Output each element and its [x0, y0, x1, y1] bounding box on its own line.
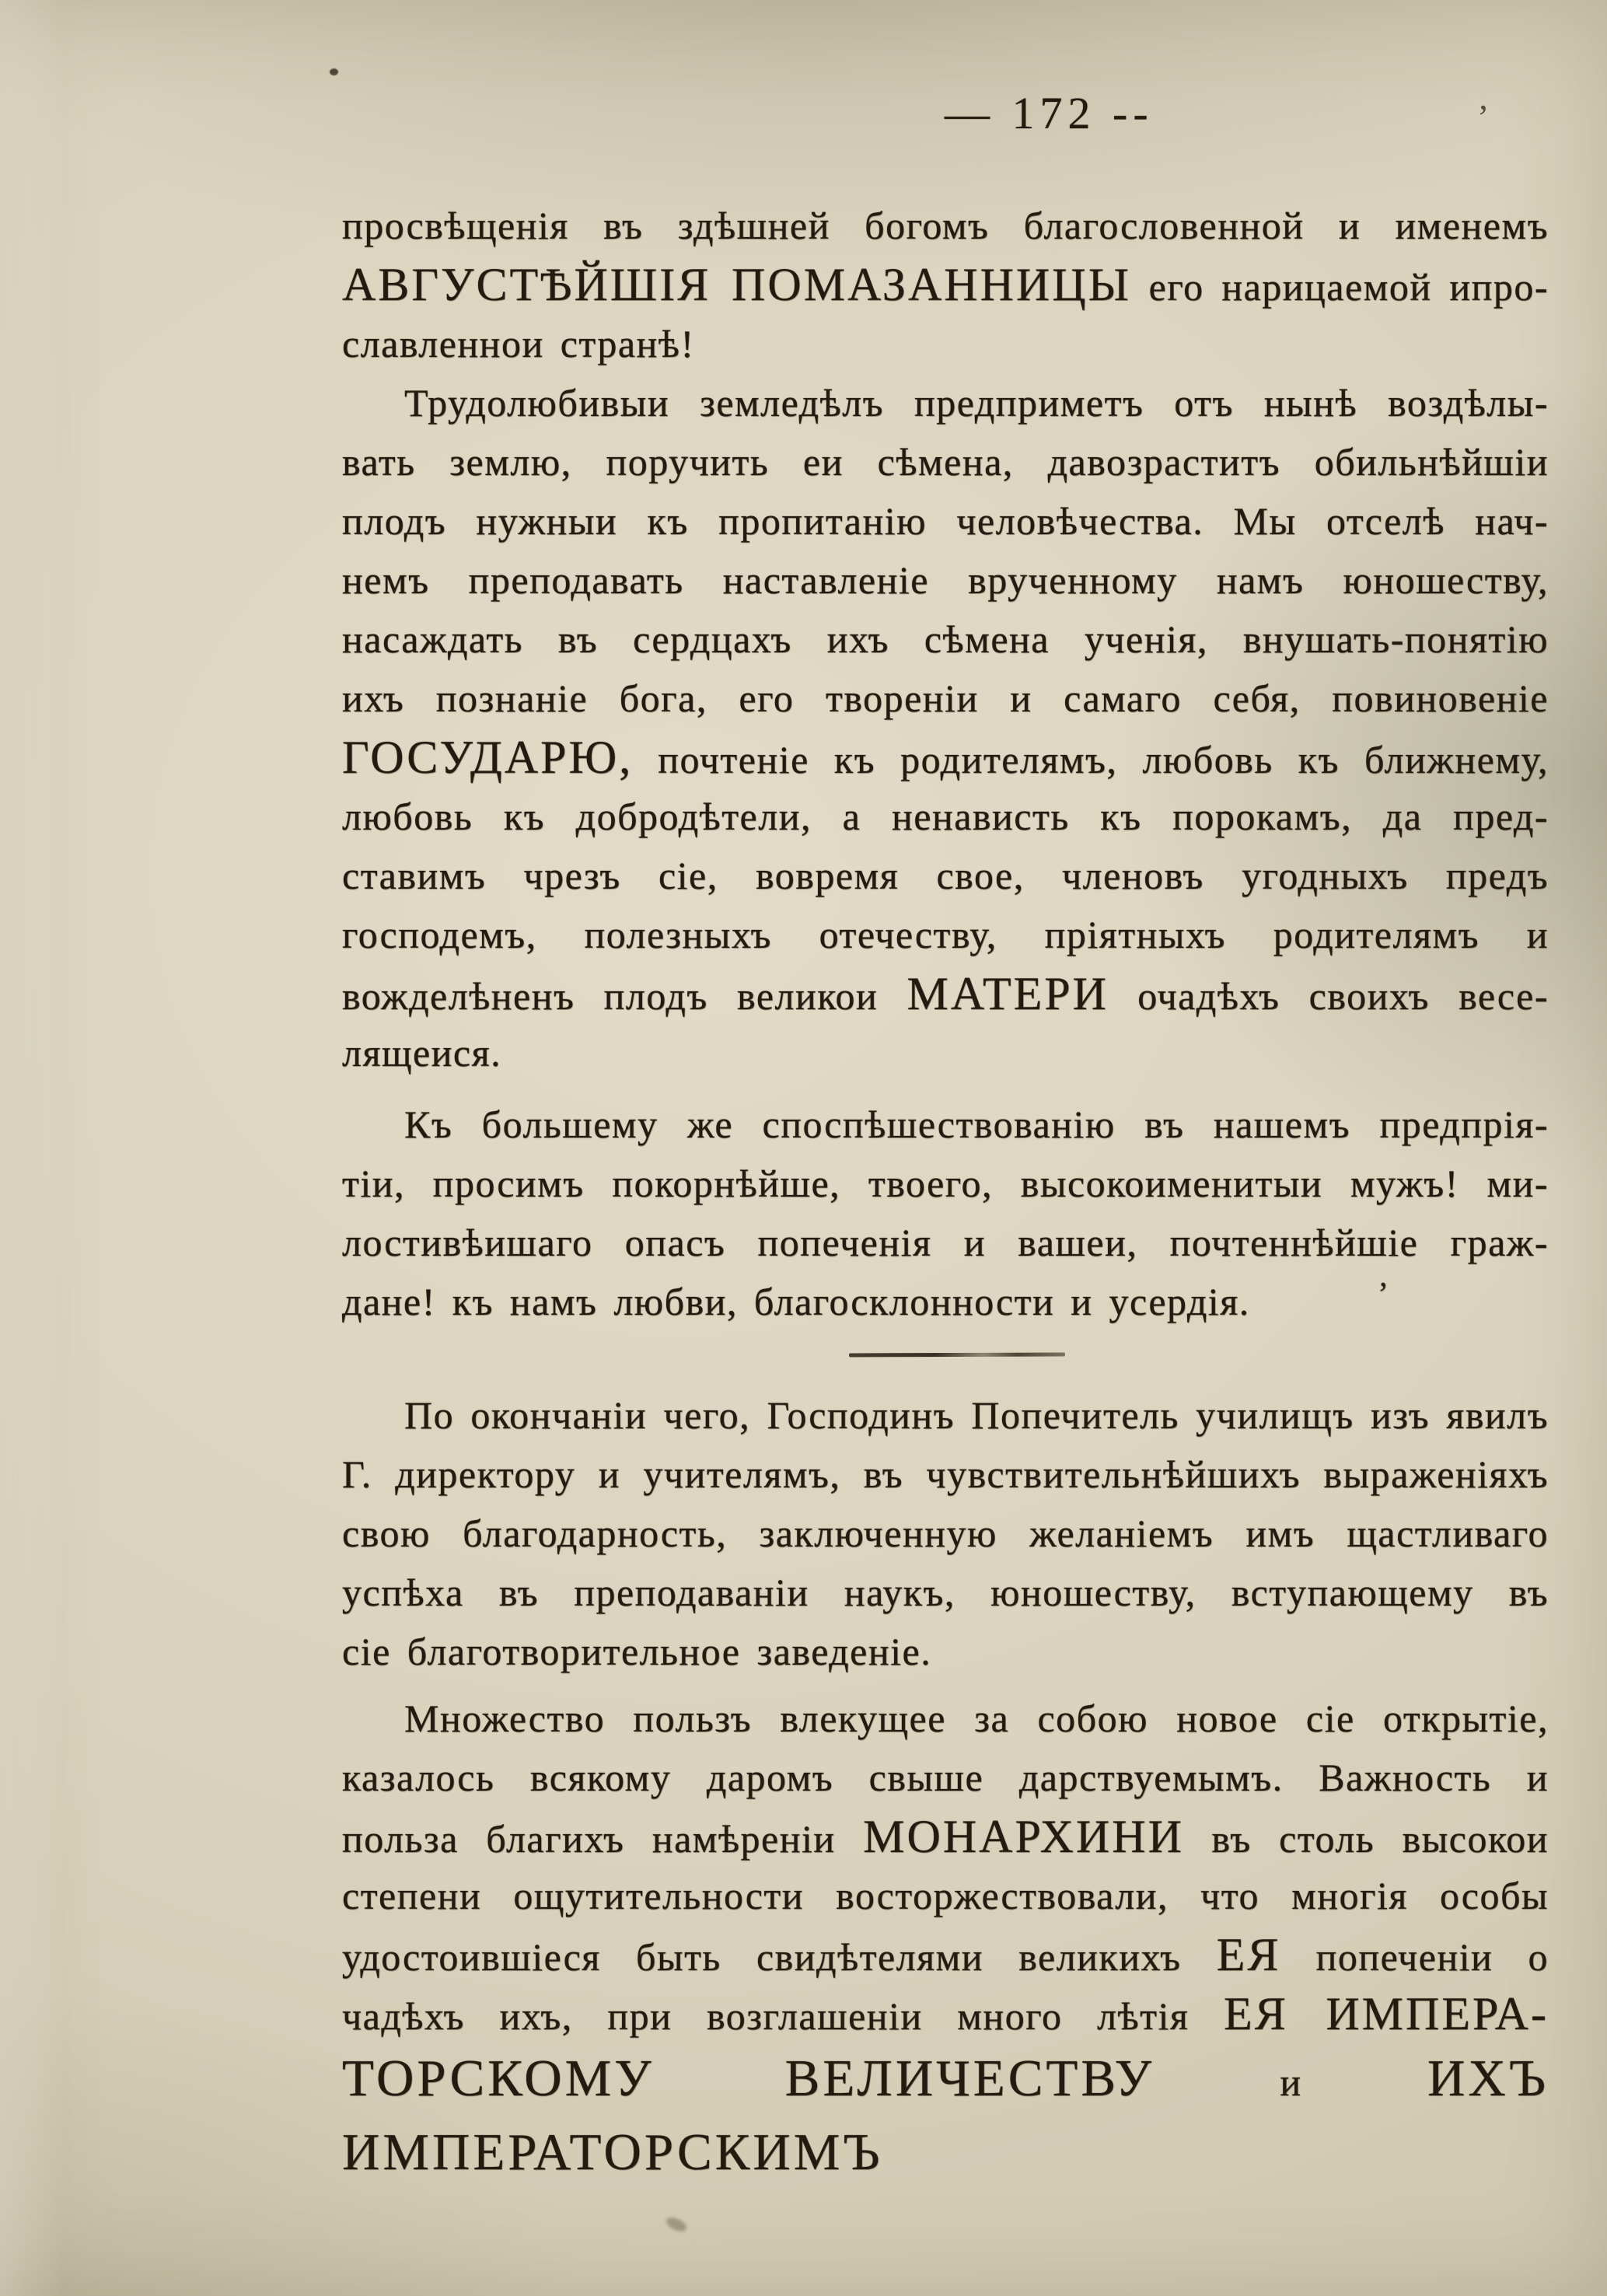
text-segment: ЕЯ — [1216, 1929, 1281, 1980]
text-segment: удостоившіеся быть свидѣтелями великихъ — [342, 1935, 1182, 1979]
text-segment: сіе благотворительное заведеніе. — [342, 1630, 932, 1673]
text-line — [342, 255, 1549, 314]
text-segment: славленнои странѣ! — [342, 322, 695, 365]
text-segment: МАТЕРИ — [907, 968, 1109, 1019]
text-segment: лящеися. — [342, 1031, 502, 1075]
text-line — [342, 1984, 1549, 2043]
text-line — [342, 728, 1549, 787]
text-segment: и — [1280, 2060, 1302, 2104]
section-divider-rule — [849, 1353, 1065, 1358]
text-line — [342, 787, 1549, 846]
text-segment: польза благихъ намѣреніи — [342, 1817, 836, 1861]
text-line — [342, 905, 1549, 964]
text-segment: Г. директору и учителямъ, въ чувствительнѣйшихъ выраженіяхъ — [342, 1452, 1549, 1496]
text-segment: господемъ, полезныхъ отечеству, пріятныхъ родителямъ и — [342, 913, 1549, 956]
text-segment: насаждать въ сердцахъ ихъ сѣмена ученія, внушать-понятію — [342, 617, 1549, 661]
text-segment: успѣха въ преподаваніи наукъ, юношеству, вступающему въ — [342, 1571, 1549, 1614]
text-line — [342, 669, 1549, 728]
text-line — [342, 1622, 1549, 1681]
text-segment: МОНАРХИНИ — [863, 1811, 1184, 1862]
text-line — [342, 1386, 1549, 1445]
text-segment: вать землю, поручить еи сѣмена, давозраститъ обильнѣйшіи — [342, 440, 1549, 484]
paragraph — [342, 1689, 1549, 2181]
text-line — [342, 2043, 1549, 2181]
text-line — [342, 196, 1549, 255]
text-segment: ТОРСКОМУ ВЕЛИЧЕСТВУ — [342, 2050, 1155, 2107]
text-segment: Множество пользъ влекущее за собою новое сіе открытіе, — [404, 1697, 1549, 1740]
text-line — [342, 846, 1549, 905]
text-segment: свою благодарность, заключенную желаніемъ имъ щастливаго — [342, 1511, 1549, 1555]
text-segment: Къ большему же споспѣшествованію въ нашемъ предпрія- — [404, 1103, 1549, 1146]
text-segment: ставимъ чрезъ сіе, вовремя свое, членовъ угодныхъ предъ — [342, 854, 1549, 897]
text-line — [342, 1023, 1549, 1082]
page-number: — 172 -- — [945, 88, 1154, 138]
ink-speck — [664, 2215, 688, 2235]
text-segment: АВГУСТѢЙШІЯ ПОМАЗАННИЦЫ — [342, 259, 1131, 310]
text-line — [342, 1213, 1549, 1272]
text-line — [342, 314, 1549, 373]
text-segment: любовь къ добродѣтели, а ненависть къ порокамъ, да пред- — [342, 795, 1549, 838]
text-line — [342, 1925, 1549, 1984]
text-segment: степени ощутительности восторжествовали, что многія особы — [342, 1874, 1549, 1917]
text-line — [342, 432, 1549, 491]
ink-speck — [330, 68, 338, 75]
text-segment: почтеніе къ родителямъ, любовь къ ближнему, — [658, 738, 1549, 781]
text-segment: лостивѣишаго опасъ попеченія и вашеи, почтеннѣйшіе граж- — [342, 1221, 1549, 1264]
text-line — [342, 1154, 1549, 1213]
ink-mark: ’ — [1378, 1277, 1389, 1312]
text-segment: Трудолюбивыи земледѣлъ предприметъ отъ нынѣ воздѣлы- — [404, 381, 1549, 425]
text-line — [342, 964, 1549, 1023]
text-segment: плодъ нужныи къ пропитанію человѣчества. Мы отселѣ нач- — [342, 499, 1549, 543]
text-segment: немъ преподавать наставленіе врученному намъ юношеству, — [342, 558, 1549, 602]
text-segment: его нарицаемой ипро- — [1148, 265, 1549, 309]
text-segment: ГОСУДАРЮ, — [342, 732, 634, 783]
paragraph — [342, 373, 1549, 1082]
text-line — [342, 1866, 1549, 1925]
text-line — [342, 1445, 1549, 1504]
text-line — [342, 1689, 1549, 1748]
text-segment: попеченіи о — [1315, 1935, 1549, 1979]
text-segment: казалось всякому даромъ свыше дарствуемымъ. Важность и — [342, 1756, 1549, 1799]
text-line — [342, 1272, 1549, 1331]
text-line — [342, 1748, 1549, 1807]
text-segment: просвѣщенія въ здѣшней богомъ благословенной и именемъ — [342, 204, 1549, 247]
paragraph — [342, 196, 1549, 373]
text-line — [342, 491, 1549, 550]
paragraph — [342, 1386, 1549, 1681]
text-segment: ихъ познаніе бога, его твореніи и самаго себя, повиновеніе — [342, 676, 1549, 720]
text-segment: очадѣхъ своихъ весе- — [1137, 974, 1549, 1018]
text-segment: По окончаніи чего, Господинъ Попечитель училищъ изъ явилъ — [404, 1393, 1549, 1437]
text-line — [342, 1807, 1549, 1866]
text-line — [342, 550, 1549, 610]
text-segment: тіи, просимъ покорнѣйше, твоего, высокоименитыи мужъ! ми- — [342, 1162, 1549, 1205]
text-line — [342, 1095, 1549, 1154]
header-ink-mark: ’ — [1477, 97, 1490, 137]
text-line — [342, 373, 1549, 432]
paragraph — [342, 1095, 1549, 1331]
text-segment: вожделѣненъ плодъ великои — [342, 974, 879, 1018]
text-segment: чадѣхъ ихъ, при возглашеніи много лѣтія — [342, 1994, 1190, 2038]
text-line — [342, 610, 1549, 669]
text-segment: въ столь высокои — [1211, 1817, 1549, 1861]
text-line — [342, 1563, 1549, 1622]
text-segment: ИХЪ ИМПЕРАТОРСКИМЪ — [342, 2050, 1549, 2181]
text-segment: ЕЯ ИМПЕРА- — [1224, 1988, 1549, 2039]
text-segment: дане! къ намъ любви, благосклонности и усердія. — [342, 1280, 1250, 1323]
text-line — [342, 1504, 1549, 1563]
